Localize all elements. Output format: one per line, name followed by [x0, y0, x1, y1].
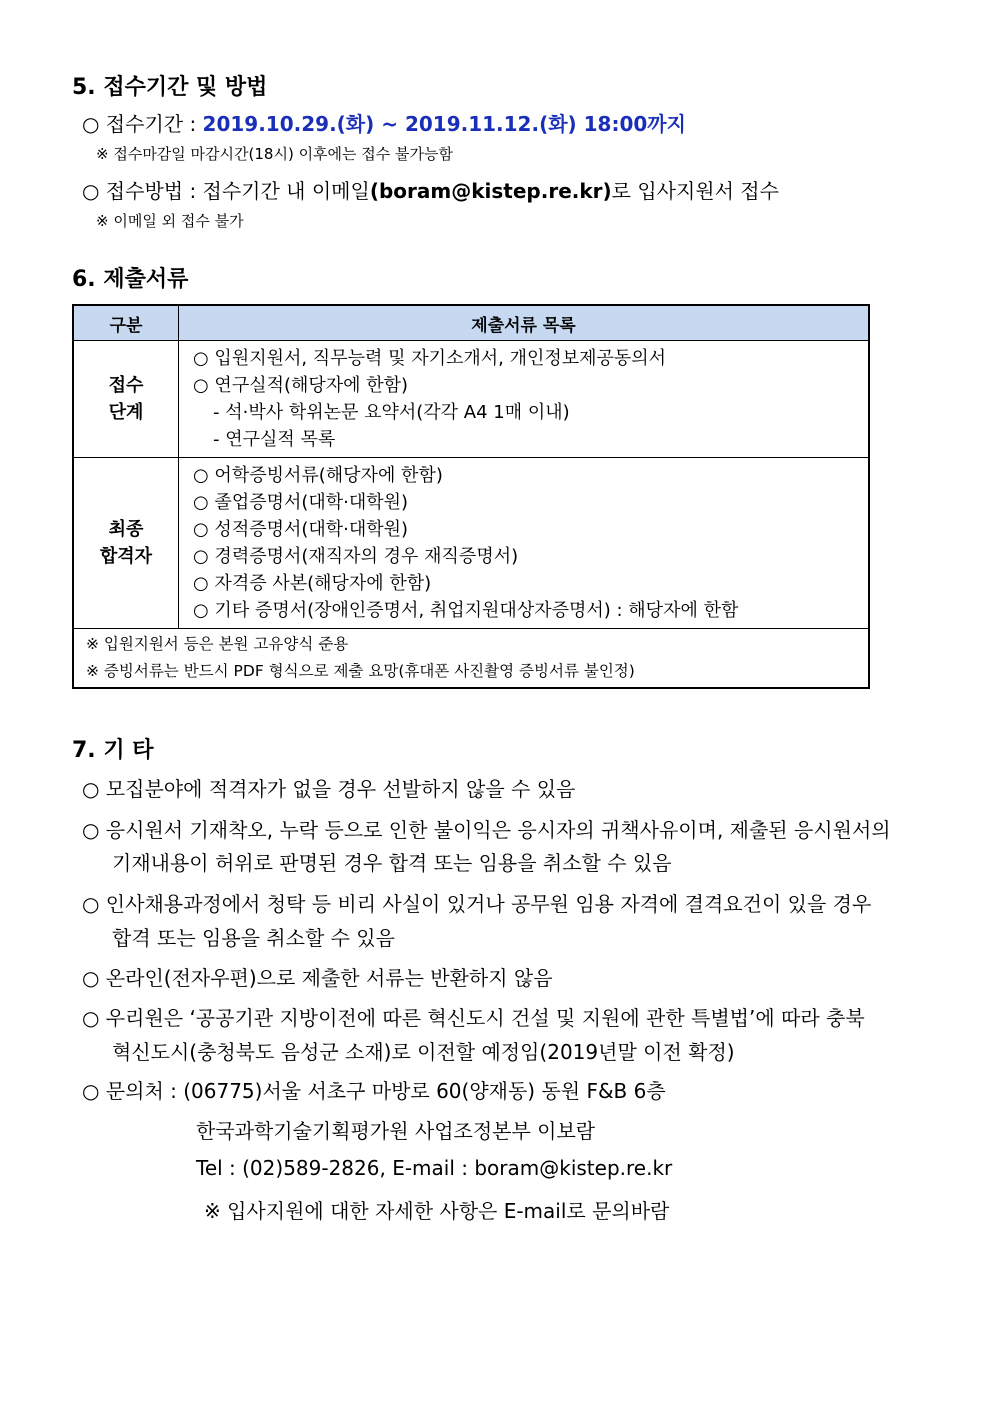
period-line — [82, 108, 686, 137]
list-item: ○ 연구실적(해당자에 한함) — [193, 375, 409, 396]
category-cell — [73, 458, 179, 629]
list-item: ○ 성적증명서(대학·대학원) — [193, 519, 409, 540]
contact-note: ※ 입사지원에 대한 자세한 사항은 E-mail로 문의바람 — [204, 1199, 670, 1223]
contact-label: ○ 문의처 : (06775)서울 서초구 마방로 60(양재동) 동원 F&B 6층 — [82, 1079, 666, 1103]
section6-title: 6. 제출서류 — [72, 267, 189, 292]
list-subitem: - 연구실적 목록 — [213, 429, 336, 450]
list-item: ○ 인사채용과정에서 청탁 등 비리 사실이 있거나 공무원 임용 자격에 결격요건이 있을 경우 — [82, 892, 872, 916]
method-prefix: ○ 접수방법 : 접수기간 내 이메일 — [82, 179, 370, 203]
list-item: ○ 졸업증명서(대학·대학원) — [193, 492, 409, 513]
table-row — [73, 458, 869, 629]
list-item-continuation: 혁신도시(충청북도 음성군 소재)로 이전할 예정임(2019년말 이전 확정) — [112, 1040, 735, 1064]
documents-table — [72, 304, 870, 689]
list-item: ○ 모집분야에 적격자가 없을 경우 선발하지 않을 수 있음 — [82, 777, 576, 801]
list-item: ○ 입원지원서, 직무능력 및 자기소개서, 개인정보제공동의서 — [193, 348, 667, 369]
list-item-continuation: 합격 또는 임용을 취소할 수 있음 — [112, 926, 395, 950]
list-item: ○ 우리원은 ‘공공기관 지방이전에 따른 혁신도시 건설 및 지원에 관한 특별법’에 따라 충북 — [82, 1006, 865, 1030]
table-note: ※ 입원지원서 등은 본원 고유양식 준용 — [86, 635, 349, 653]
header-list: 제출서류 목록 — [179, 305, 870, 341]
category-line: 단계 — [108, 402, 144, 423]
period-label: ○ 접수기간 : — [82, 112, 203, 136]
period-value: 2019.10.29.(화) ~ 2019.11.12.(화) 18:00까지 — [202, 112, 686, 136]
list-item-continuation: 기재내용이 허위로 판명된 경우 합격 또는 임용을 취소할 수 있음 — [112, 851, 672, 875]
list-item: ○ 기타 증명서(장애인증명서, 취업지원대상자증명서) : 해당자에 한함 — [193, 600, 739, 621]
items-cell — [179, 458, 870, 629]
header-category: 구분 — [73, 305, 179, 341]
list-item: ○ 온라인(전자우편)으로 제출한 서류는 반환하지 않음 — [82, 966, 553, 990]
method-line — [82, 175, 779, 204]
table-header-row — [73, 305, 869, 341]
contact-org: 한국과학기술기획평가원 사업조정본부 이보람 — [196, 1119, 596, 1143]
table-note: ※ 증빙서류는 반드시 PDF 형식으로 제출 요망(휴대폰 사진촬영 증빙서류 불인정) — [86, 662, 635, 680]
category-line: 최종 — [108, 519, 144, 540]
section7-title: 7. 기 타 — [72, 738, 154, 763]
items-cell — [179, 341, 870, 458]
notes-cell — [73, 629, 869, 689]
list-item: ○ 경력증명서(재직자의 경우 재직증명서) — [193, 546, 519, 567]
method-email: (boram@kistep.re.kr) — [369, 179, 612, 203]
list-item: ○ 어학증빙서류(해당자에 한함) — [193, 465, 443, 486]
contact-tel: Tel : (02)589-2826, E-mail : boram@kistep.re.kr — [196, 1156, 673, 1180]
list-item: ○ 응시원서 기재착오, 누락 등으로 인한 불이익은 응시자의 귀책사유이며, 제출된 응시원서의 — [82, 818, 891, 842]
list-item: ○ 자격증 사본(해당자에 한함) — [193, 573, 432, 594]
category-line: 합격자 — [99, 546, 153, 567]
list-subitem: - 석·박사 학위논문 요약서(각각 A4 1매 이내) — [213, 402, 570, 423]
section5-title: 5. 접수기간 및 방법 — [72, 75, 268, 100]
period-note: ※ 접수마감일 마감시간(18시) 이후에는 접수 불가능함 — [96, 145, 454, 163]
method-suffix: 로 입사지원서 접수 — [611, 179, 779, 203]
category-cell — [73, 341, 179, 458]
category-line: 접수 — [108, 375, 144, 396]
method-note: ※ 이메일 외 접수 불가 — [96, 212, 244, 230]
table-row — [73, 341, 869, 458]
table-notes-row — [73, 629, 869, 689]
